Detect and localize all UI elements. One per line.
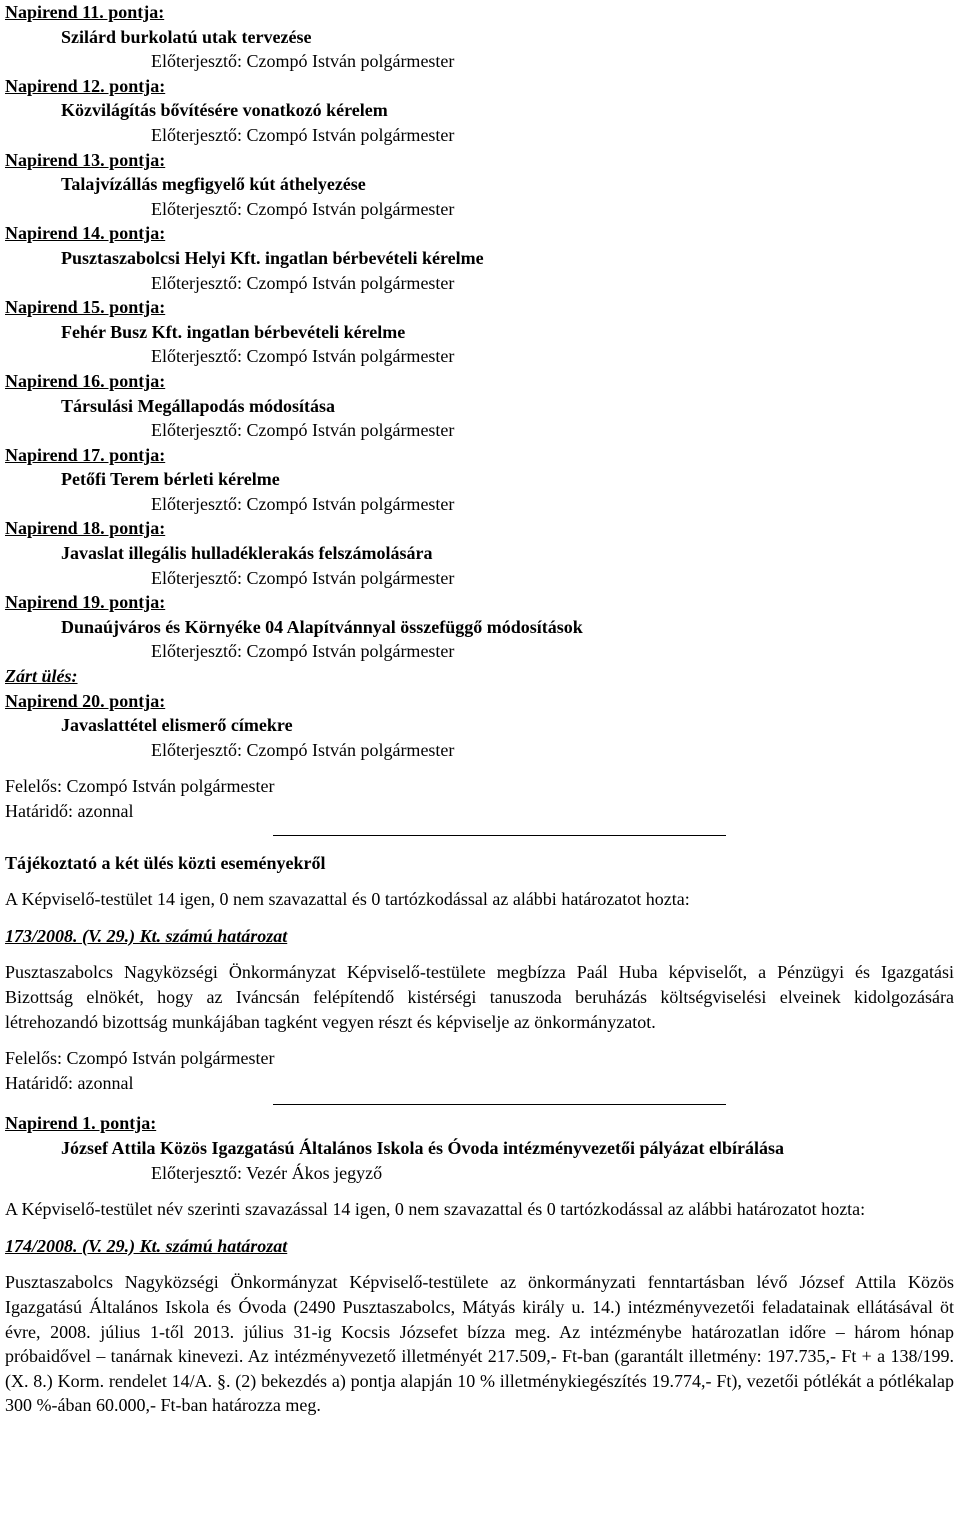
- agenda-presenter: Előterjesztő: Czompó István polgármester: [151, 493, 455, 514]
- agenda-item: [5, 443, 954, 517]
- deadline-line: Határidő: azonnal: [5, 1072, 134, 1093]
- agenda-title: Petőfi Terem bérleti kérelme: [61, 469, 280, 490]
- agenda-title: Közvilágítás bővítésére vonatkozó kérelem: [61, 100, 388, 121]
- agenda-presenter: Előterjesztő: Czompó István polgármester: [151, 272, 455, 293]
- agenda-item: [5, 74, 954, 148]
- resolution-text: Pusztaszabolcs Nagyközségi Önkormányzat Képviselő-testülete megbízza Paál Huba képviselőt, a Pénzügyi és Igazgatási Bizottság elnökét, hogy az Iváncsán felépítendő kistérségi tanuszoda beruházás költségviselési elveinek kidolgozására létrehozandó bizottság munkájában tagként vegyen részt és képviselje az önkormányzatot.: [5, 962, 954, 1032]
- agenda-title: Javaslattétel elismerő címekre: [61, 715, 293, 736]
- agenda-heading: Napirend 18. pontja:: [5, 518, 166, 539]
- spacer: [5, 836, 954, 851]
- agenda-title: Dunaújváros és Környéke 04 Alapítvánnyal összefüggő módosítások: [61, 616, 583, 637]
- spacer: [5, 948, 954, 960]
- agenda-heading: Napirend 16. pontja:: [5, 370, 166, 391]
- agenda-presenter: Előterjesztő: Czompó István polgármester: [151, 124, 455, 145]
- agenda-presenter: Előterjesztő: Czompó István polgármester: [151, 641, 455, 662]
- agenda-title: Javaslat illegális hulladéklerakás felszámolására: [61, 543, 433, 564]
- agenda-heading: Napirend 17. pontja:: [5, 444, 166, 465]
- spacer: [5, 1034, 954, 1046]
- responsible-line: Felelős: Czompó István polgármester: [5, 776, 275, 797]
- agenda-presenter: Előterjesztő: Czompó István polgármester: [151, 346, 455, 367]
- resolution-text: Pusztaszabolcs Nagyközségi Önkormányzat Képviselő-testülete az önkormányzati fenntartásban lévő József Attila Közös Igazgatású Általános Iskola és Óvoda (2490 Pusztaszabolcs, Mátyás király u. 14.) intézményvezetői feladatainak ellátásával öt évre, 2008. július 1-től 2013. július 31-ig Kocsis Józsefet bízza meg. Az intézménybe határozatlan időre – három hónap próbaidővel – tanárnak kinevezi. Az intézményvezető illetményét 217.509,- Ft-ban (garantált illetmény: 197.735,- Ft + a 138/199. (X. 8.) Korm. rendelet 14/A. §. (2) bekezdés a) pontja alapján 10 % illetménykiegészítés 19.774,- Ft), vezetői pótlékát a pótlékalap 300 %-ában 60.000,- Ft-ban határozza meg.: [5, 1272, 954, 1416]
- agenda-heading: Napirend 20. pontja:: [5, 690, 166, 711]
- agenda-title: Talajvízállás megfigyelő kút áthelyezése: [61, 174, 366, 195]
- agenda-heading: Napirend 13. pontja:: [5, 149, 166, 170]
- agenda-heading: Napirend 11. pontja:: [5, 2, 165, 22]
- agenda-heading: Napirend 12. pontja:: [5, 75, 166, 96]
- agenda-item: [5, 516, 954, 590]
- agenda-heading: Napirend 14. pontja:: [5, 223, 166, 244]
- responsible-line: Felelős: Czompó István polgármester: [5, 1048, 275, 1069]
- agenda-title: József Attila Közös Igazgatású Általános Iskola és Óvoda intézményvezetői pályázat elbírálása: [61, 1137, 784, 1158]
- spacer: [5, 762, 954, 774]
- spacer: [5, 1185, 954, 1197]
- agenda-presenter: Előterjesztő: Czompó István polgármester: [151, 198, 455, 219]
- vote-statement: A Képviselő-testület név szerinti szavazással 14 igen, 0 nem szavazattal és 0 tartózkodással az alábbi határozatot hozta:: [5, 1199, 866, 1220]
- deadline-line: Határidő: azonnal: [5, 801, 134, 821]
- section-title: Tájékoztató a két ülés közti eseményekről: [5, 852, 326, 873]
- resolution-number: 174/2008. (V. 29.) Kt. számú határozat: [5, 1235, 288, 1256]
- agenda-title: Pusztaszabolcsi Helyi Kft. ingatlan bérbevételi kérelme: [61, 247, 484, 268]
- agenda-presenter: Előterjesztő: Czompó István polgármester: [151, 51, 455, 72]
- agenda-title: Szilárd burkolatú utak tervezése: [61, 26, 312, 47]
- agenda-list-open: [5, 0, 954, 664]
- spacer: [5, 1222, 954, 1234]
- spacer: [5, 1258, 954, 1270]
- agenda-presenter: Előterjesztő: Czompó István polgármester: [151, 420, 455, 441]
- agenda-item: [5, 221, 954, 295]
- agenda-title: Társulási Megállapodás módosítása: [61, 395, 336, 416]
- agenda-title: Fehér Busz Kft. ingatlan bérbevételi kérelme: [61, 321, 406, 342]
- agenda-item: [5, 369, 954, 443]
- resolution-number: 173/2008. (V. 29.) Kt. számú határozat: [5, 925, 288, 946]
- agenda-presenter: Előterjesztő: Vezér Ákos jegyző: [151, 1162, 383, 1183]
- agenda-heading: Napirend 1. pontja:: [5, 1113, 157, 1134]
- spacer: [5, 1095, 954, 1104]
- agenda-item: [5, 148, 954, 222]
- agenda-heading: Napirend 19. pontja:: [5, 592, 166, 613]
- agenda-item: [5, 295, 954, 369]
- vote-statement: A Képviselő-testület 14 igen, 0 nem szavazattal és 0 tartózkodással az alábbi határozatot hozta:: [5, 889, 690, 910]
- spacer: [5, 912, 954, 924]
- spacer: [5, 875, 954, 887]
- agenda-presenter: Előterjesztő: Czompó István polgármester: [151, 567, 455, 588]
- agenda-presenter: Előterjesztő: Czompó István polgármester: [151, 739, 455, 760]
- agenda-item: [5, 0, 954, 74]
- agenda-heading: Napirend 15. pontja:: [5, 297, 166, 318]
- closed-session-heading: Zárt ülés:: [5, 666, 78, 687]
- agenda-item: [5, 1111, 954, 1185]
- agenda-item: [5, 689, 954, 763]
- agenda-item: [5, 590, 954, 664]
- spacer: [5, 824, 954, 835]
